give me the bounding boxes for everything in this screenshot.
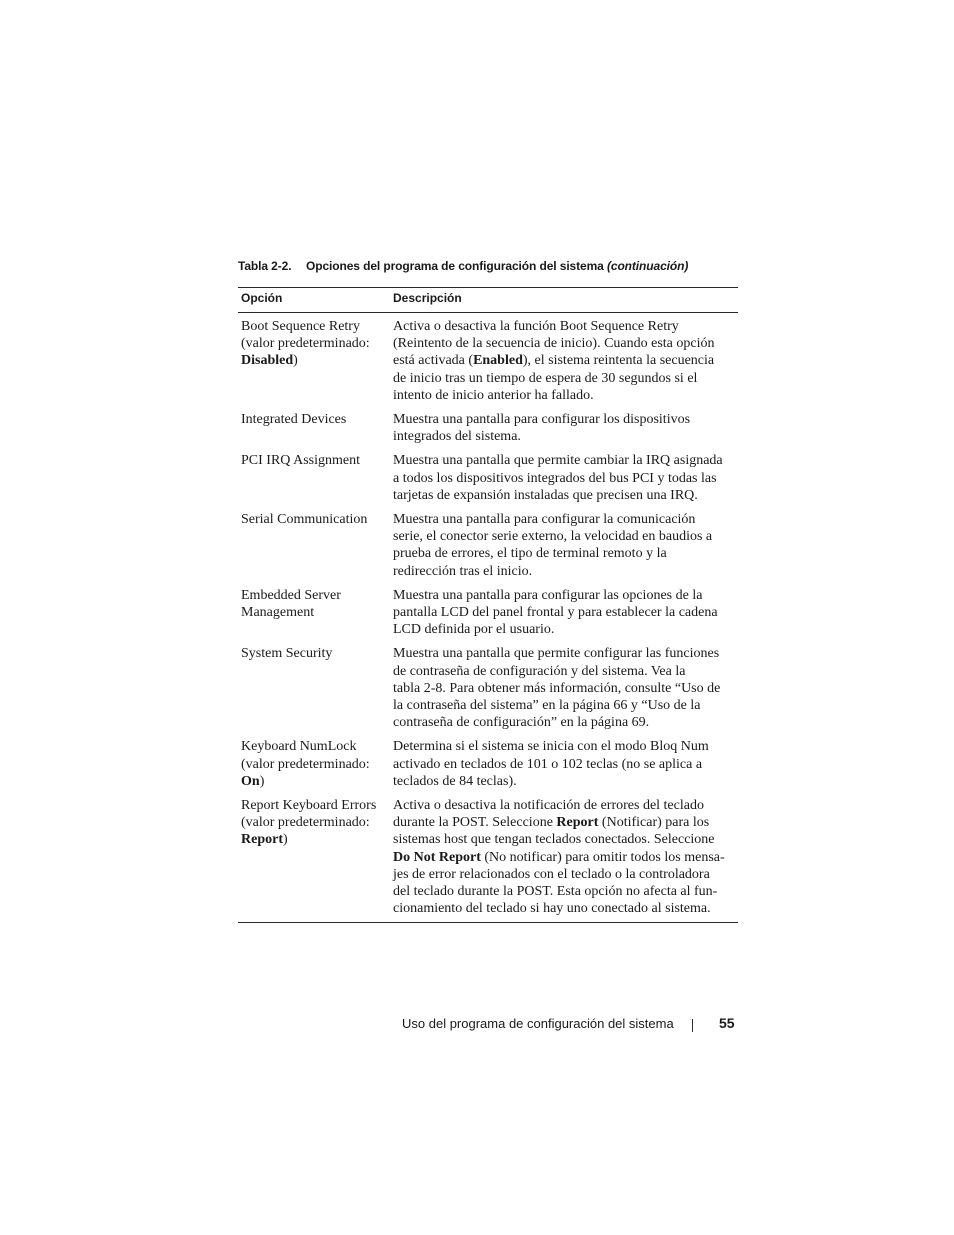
description-cell — [390, 738, 738, 797]
table-row — [238, 645, 738, 738]
description-line — [393, 883, 734, 900]
table-caption-continued: (continuación) — [606, 259, 689, 273]
text-run: contraseña de configuración” en la página 69. — [393, 715, 650, 731]
text-run: LCD definida por el usuario. — [393, 622, 555, 638]
options-table — [238, 287, 738, 923]
text-run: a todos los dispositivos integrados del bus PCI y todas las — [393, 470, 717, 486]
text-run: Activa o desactiva la notificación de errores del teclado — [393, 798, 704, 814]
table-row — [238, 411, 738, 452]
description-line — [393, 528, 734, 545]
description-line — [393, 663, 734, 680]
bold-term: Disabled — [241, 353, 294, 369]
option-line — [241, 797, 390, 814]
text-run: Integrated Devices — [241, 412, 347, 428]
text-run: (valor predeterminado: — [241, 815, 370, 831]
table-row — [238, 738, 738, 797]
text-run: redirección tras el inicio. — [393, 563, 533, 579]
description-line — [393, 797, 734, 814]
option-cell — [238, 511, 390, 587]
text-run: está activada ( — [393, 353, 474, 369]
description-cell — [390, 587, 738, 646]
description-line — [393, 387, 734, 404]
text-run: Serial Communication — [241, 512, 368, 528]
description-line — [393, 563, 734, 580]
text-run: de contraseña de configuración y del sistema. Vea la — [393, 663, 686, 679]
description-line — [393, 470, 734, 487]
text-run: tabla 2-8. Para obtener más información, consulte “Uso de — [393, 680, 721, 696]
text-run: la contraseña del sistema” en la página 66 y “Uso de la — [393, 698, 701, 714]
description-cell — [390, 313, 738, 412]
text-run: ) — [259, 773, 265, 789]
text-run: pantalla LCD del panel frontal y para establecer la cadena — [393, 605, 718, 621]
description-line — [393, 487, 734, 504]
option-line — [241, 452, 390, 469]
text-run: (valor predeterminado: — [241, 756, 370, 772]
text-run: Muestra una pantalla para configurar las opciones de la — [393, 587, 703, 603]
text-run: prueba de errores, el tipo de terminal remoto y la — [393, 546, 667, 562]
text-run: teclados de 84 teclas). — [393, 773, 517, 789]
table-row — [238, 797, 738, 922]
bold-term: Report — [556, 815, 599, 831]
text-run: Boot Sequence Retry — [241, 319, 360, 334]
description-cell — [390, 645, 738, 738]
text-run: ), el sistema reintenta la secuencia — [522, 353, 715, 369]
description-line — [393, 545, 734, 562]
description-line — [393, 697, 734, 714]
description-line — [393, 370, 734, 387]
text-run: sistemas host que tengan teclados conectados. Seleccione — [393, 832, 715, 848]
text-run: Muestra una pantalla para configurar la comunicación — [393, 512, 696, 528]
description-line — [393, 645, 734, 662]
description-line — [393, 587, 734, 604]
description-line — [393, 411, 734, 428]
text-run: durante la POST. Seleccione — [393, 815, 557, 831]
option-line — [241, 318, 390, 335]
description-line — [393, 318, 734, 335]
description-line — [393, 680, 734, 697]
description-line — [393, 335, 734, 352]
text-run: serie, el conector serie externo, la velocidad en baudios a — [393, 529, 713, 545]
option-cell — [238, 797, 390, 922]
text-run: jes de error relacionados con el teclado o la controladora — [393, 866, 710, 882]
header-description: Descripción — [390, 288, 738, 313]
option-line — [241, 352, 390, 369]
table-caption-number: Tabla 2-2. — [238, 259, 292, 273]
text-run: ) — [293, 353, 298, 369]
page-number: 55 — [719, 1015, 735, 1031]
table-header-row — [238, 288, 738, 313]
option-line — [241, 814, 390, 831]
text-run: Report Keyboard Errors — [241, 798, 377, 814]
description-line — [393, 511, 734, 528]
footer-separator — [692, 1019, 693, 1032]
option-line — [241, 645, 390, 662]
text-run: Determina si el sistema se inicia con el modo Bloq Num — [393, 739, 709, 755]
description-line — [393, 452, 734, 469]
text-run: de inicio tras un tiempo de espera de 30 segundos si el — [393, 370, 698, 386]
bold-term: On — [241, 773, 260, 789]
option-line — [241, 335, 390, 352]
option-cell — [238, 452, 390, 511]
option-cell — [238, 645, 390, 738]
description-line — [393, 773, 734, 790]
bold-term: Enabled — [473, 353, 523, 369]
option-cell — [238, 738, 390, 797]
description-cell — [390, 511, 738, 587]
description-line — [393, 621, 734, 638]
text-run: Management — [241, 605, 315, 621]
bold-term: Do Not Report — [393, 849, 481, 865]
description-cell — [390, 411, 738, 452]
text-run: (Notificar) para los — [598, 815, 710, 831]
text-run: Muestra una pantalla para configurar los dispositivos — [393, 412, 691, 428]
table-row — [238, 313, 738, 412]
table-row — [238, 587, 738, 646]
table-caption-title: Opciones del programa de configuración del sistema — [306, 259, 604, 273]
text-run: cionamiento del teclado si hay uno conectado al sistema. — [393, 901, 711, 917]
text-run: ) — [283, 832, 288, 848]
text-run: Keyboard NumLock — [241, 739, 357, 755]
footer-section-title: Uso del programa de configuración del sistema — [402, 1016, 674, 1031]
option-cell — [238, 587, 390, 646]
text-run: integrados del sistema. — [393, 429, 521, 445]
description-line — [393, 604, 734, 621]
text-run: tarjetas de expansión instaladas que precisen una IRQ. — [393, 487, 698, 503]
description-line — [393, 831, 734, 848]
description-line — [393, 866, 734, 883]
option-cell — [238, 313, 390, 412]
description-line — [393, 738, 734, 755]
option-line — [241, 411, 390, 428]
description-line — [393, 814, 734, 831]
text-run: (No notificar) para omitir todos los mensa- — [480, 849, 725, 865]
text-run: (Reintento de la secuencia de inicio). Cuando esta opción — [393, 336, 715, 352]
option-line — [241, 604, 390, 621]
bold-term: Report — [241, 832, 283, 848]
header-option: Opción — [238, 288, 390, 313]
description-line — [393, 900, 734, 917]
text-run: (valor predeterminado: — [241, 336, 370, 352]
text-run: Embedded Server — [241, 587, 341, 603]
option-line — [241, 511, 390, 528]
table-row — [238, 511, 738, 587]
option-cell — [238, 411, 390, 452]
description-line — [393, 352, 734, 369]
text-run: Muestra una pantalla que permite configurar las funciones — [393, 646, 720, 662]
text-run: Activa o desactiva la función Boot Sequence Retry — [393, 319, 679, 334]
option-line — [241, 587, 390, 604]
description-line — [393, 428, 734, 445]
text-run: System Security — [241, 646, 333, 662]
option-line — [241, 756, 390, 773]
text-run: Muestra una pantalla que permite cambiar la IRQ asignada — [393, 453, 723, 469]
text-run: intento de inicio anterior ha fallado. — [393, 387, 594, 403]
description-line — [393, 756, 734, 773]
option-line — [241, 831, 390, 848]
description-line — [393, 714, 734, 731]
table-caption — [238, 259, 758, 273]
description-line — [393, 849, 734, 866]
text-run: activado en teclados de 101 o 102 teclas (no se aplica a — [393, 756, 703, 772]
description-cell — [390, 797, 738, 922]
description-cell — [390, 452, 738, 511]
table-body — [238, 313, 738, 923]
text-run: PCI IRQ Assignment — [241, 453, 361, 469]
table-row — [238, 452, 738, 511]
text-run: del teclado durante la POST. Esta opción no afecta al fun- — [393, 884, 718, 900]
option-line — [241, 773, 390, 790]
option-line — [241, 738, 390, 755]
